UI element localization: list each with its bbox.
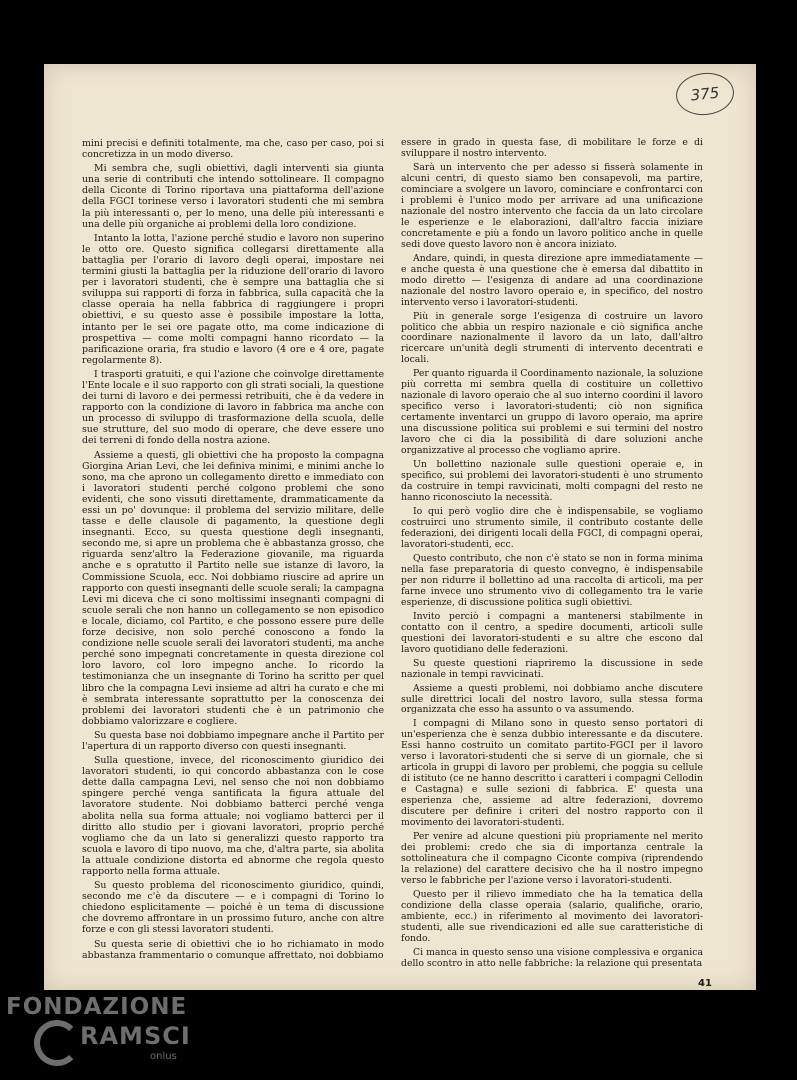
paragraph: Per venire ad alcune questioni più propriamente nel merito dei problemi: credo che sia di importanza centrale la sottolineatura che il compagno Ciconte compiva (riprendendo la relazione) del carattere decisivo che ha il nostro impegno verso le fabbriche per l'azione verso i lavoratori-studenti.	[401, 831, 703, 886]
paragraph: Mi sembra che, sugli obiettivi, dagli interventi sia giunta una serie di contributi che intendo sottolineare. Il compagno della Ciconte di Torino riportava una piattaforma dell'azione della FGCI torinese verso i lavoratori studenti che mi sembra la più interessanti o, per lo meno, una delle più interessanti e una delle più organiche ai problemi della loro condizione.	[82, 163, 384, 230]
page-number: 41	[698, 978, 712, 989]
paragraph: Per quanto riguarda il Coordinamento nazionale, la soluzione più corretta mi sembra quella di costituire un collettivo nazionale di lavoro operaio che al suo interno coordini il lavoro specifico verso i lavoratori-studenti; ciò non significa certamente inventarci un gruppo di lavoro operaio, ma aprire una discussione politica sui problemi e sui termini del nostro lavoro che ci dia la possibilità di dare soluzioni anche organizzative al processo che vogliamo aprire.	[401, 368, 703, 457]
paragraph: Su questo problema del riconoscimento giuridico, quindi, secondo me c'è da discutere — e i compagni di Torino lo chiedono esplicitamente — poiché è un tema di discussione che dovremo affrontare in un prossimo futuro, anche con altre forze e con gli stessi lavoratori studenti.	[82, 880, 384, 936]
paragraph: mini precisi e definiti totalmente, ma che, caso per caso, poi si concretizza in un modo diverso.	[82, 138, 384, 161]
paragraph: Assieme a questi problemi, noi dobbiamo anche discutere sulle direttrici locali del nostro lavoro, sulla stessa forma organizzata che esso ha assunto o va assumendo.	[401, 682, 703, 716]
paragraph: essere in grado in questa fase, di mobilitare le forze e di sviluppare il nostro intervento.	[401, 137, 703, 159]
paragraph: Sarà un intervento che per adesso si fisserà solamente in alcuni centri, di questo siamo ben consapevoli, ma partire, cominciare a svolgere un lavoro, cominciare e confrontarci con i problemi è l'unico modo per arrivare ad una unificazione nazionale del nostro intervento che faccia da un lato circolare le esperienze e le elaborazioni, dall'altro faccia iniziare concretamente e più a fondo un lavoro politico anche in quelle sedi dove questo lavoro non è ancora iniziato.	[401, 161, 703, 250]
paragraph: Io qui però voglio dire che è indispensabile, se vogliamo costruirci uno strumento simile, il contributo costante delle federazioni, dei dirigenti locali della FGCI, di compagni operai, lavoratori-studenti, ecc.	[401, 506, 703, 550]
paragraph: Ci manca in questo senso una visione complessiva e organica dello scontro in atto nelle fabbriche: la relazione qui presentata	[401, 946, 703, 969]
paragraph: Sulla questione, invece, del riconoscimento giuridico dei lavoratori studenti, io qui concordo abbastanza con le cose dette dalla campagna Levi, nel senso che noi non dobbiamo spingere perché venga santificata la figura attuale del lavoratore studente. Noi dobbiamo batterci perché venga abolita nella sua forma attuale; noi vogliamo batterci per il diritto allo studio per i giovani lavoratori, proprio perché vogliamo che da un lato si generalizzi questo rapporto tra scuola e lavoro di tipo nuovo, ma che, d'altra parte, sia abolita la attuale condizione distorta ed abnorme che regola questo rapporto nella forma attuale.	[82, 755, 384, 877]
paragraph: Un bollettino nazionale sulle questioni operaie e, in specifico, sui problemi dei lavoratori-studenti è uno strumento da costruire in tempi ravvicinati, molti compagni del resto ne hanno riconosciuto la necessità.	[401, 459, 703, 504]
archive-page-stamp: 375	[674, 70, 736, 118]
foundation-watermark	[0, 992, 230, 1077]
paragraph: Assieme a questi, gli obiettivi che ha proposto la compagna Giorgina Arian Levi, che lei definiva minimi, e minimi anche lo sono, ma che aprono un collegamento diretto e immediato con i lavoratori studenti perché colgono problemi che sono evidenti, che sono vissuti direttamente, drammaticamente da essi un po' dovunque: il problema del servizio militare, delle tasse e delle clausole di pagamento, la questione degli insegnanti. Ecco, su questa questione degli insegnanti, secondo me, si apre un problema che è abbastanza grosso, che riguarda senz'altro la Federazione giovanile, ma riguarda anche e s opratutto il Partito nelle sue istanze di lavoro, la Commissione Scuola, ecc. Noi dobbiamo riuscire ad aprire un rapporto con questi insegnanti delle scuole serali; la campagna Levi mi diceva che ci sono moltissimi insegnanti compagni di scuole serali che non hanno un collegamento se non episodico e locale, diciamo, col Partito, e che possono essere pure delle forze decisive, non solo perché conoscono a fondo la condizione nelle scuole serali dei lavoratori studenti, ma anche perché sono impegnati concretamente in questa direzione col loro lavoro, col loro impegno anche. Io ricordo la testimonianza che un insegnante di Torino ha scritto per quel libro che la compagna Levi insieme ad altri ha curato e che mi è sembrata interessante soprattutto per la conoscenza dei problemi dei lavoratori studenti che è un patrimonio che dobbiamo valorizzare e cogliere.	[82, 449, 384, 727]
watermark-g-icon	[34, 1020, 80, 1066]
watermark-line2: RAMSCI	[80, 1022, 191, 1050]
paragraph: Su questa serie di obiettivi che io ho richiamato in modo abbastanza frammentario o comunque affrettato, noi dobbiamo	[82, 938, 384, 961]
paragraph: I compagni di Milano sono in questo senso portatori di un'esperienza che è senza dubbio interessante e da discutere. Essi hanno costruito un comitato partito-FGCI per il lavoro verso i lavoratori-studenti che si serve di un giornale, che si articola in gruppi di lavoro per problemi, che poggia su cellule di istituto (ce ne hanno descritto i caratteri i compagni Cellodin e Castagna) e sulle sezioni di fabbrica. E' questa una esperienza che, assieme ad altre federazioni, dovremo discutere per definire i criteri del nostro rapporto con il movimento dei lavoratori-studenti.	[401, 718, 703, 829]
right-text-column	[401, 138, 703, 973]
watermark-line3: onlus	[150, 1051, 177, 1062]
paragraph: Andare, quindi, in questa direzione apre immediatamente — e anche questa è una questione che è emersa dal dibattito in modo diretto — l'esigenza di andare ad una coordinazione nazionale del nostro lavoro operaio e, in specifico, del nostro intervento verso i lavoratori-studenti.	[401, 252, 703, 308]
paragraph: Intanto la lotta, l'azione perché studio e lavoro non superino le otto ore. Questo significa collegarsi direttamente alla battaglia per l'orario di lavoro degli operai, impostare nei termini giusti la battaglia per la riduzione dell'orario di lavoro per i lavoratori studenti, che è sempre una battaglia che si sviluppa sui rapporti di forza in fabbrica, sulla capacità che la classe operaia ha nella fabbrica di raggiungere i propri obiettivi, e su questo asse è possibile impostare la lotta, intanto per le sei ore pagate otto, ma come indicazione di prospettiva — come molti compagni hanno ricordato — la parificazione oraria, fra studio e lavoro (4 ore e 4 ore, pagate regolarmente 8).	[82, 232, 384, 366]
paragraph: Invito perciò i compagni a mantenersi stabilmente in contatto con il centro, a spedire documenti, articoli sulle questioni dei lavoratori-studenti e su altre che escono dal lavoro quotidiano delle federazioni.	[401, 610, 703, 655]
paragraph: Questo contributo, che non c'è stato se non in forma minima nella fase preparatoria di questo convegno, è indispensabile per non ridurre il bollettino ad una raccolta di articoli, ma per farne invece uno strumento vivo di collegamento tra le varie esperienze, di discussione politica sugli obiettivi.	[401, 552, 703, 608]
paragraph: I trasporti gratuiti, e qui l'azione che coinvolge direttamente l'Ente locale e il suo rapporto con gli strati sociali, la questione dei turni di lavoro e dei permessi retribuiti, che è da vedere in rapporto con la condizione di lavoro in fabbrica ma anche con un processo di sviluppo di trasformazione della scuola, delle sue strutture, del suo modo di operare, che deve essere uno dei terreni di fondo della nostra azione.	[82, 368, 384, 447]
watermark-line1: FONDAZIONE	[6, 994, 188, 1020]
paragraph: Più in generale sorge l'esigenza di costruire un lavoro politico che abbia un respiro nazionale e ciò significa anche coordinare nazionalmente il lavoro da un lato, dall'altro ricercare un'unità degli strumenti di intervento decentrati e locali.	[401, 310, 703, 366]
paragraph: Su queste questioni riapriremo la discussione in sede nazionale in tempi ravvicinati.	[401, 657, 703, 680]
paragraph: Su questa base noi dobbiamo impegnare anche il Partito per l'apertura di un rapporto diverso con questi insegnanti.	[82, 729, 384, 752]
left-text-column	[82, 138, 384, 964]
paragraph: Questo per il rilievo immediato che ha la tematica della condizione della classe operaia (salario, qualifiche, orario, ambiente, ecc.) in riferimento al movimento dei lavoratori-studenti, alle sue rivendicazioni ed alle sue caratteristiche di fondo.	[401, 888, 703, 944]
